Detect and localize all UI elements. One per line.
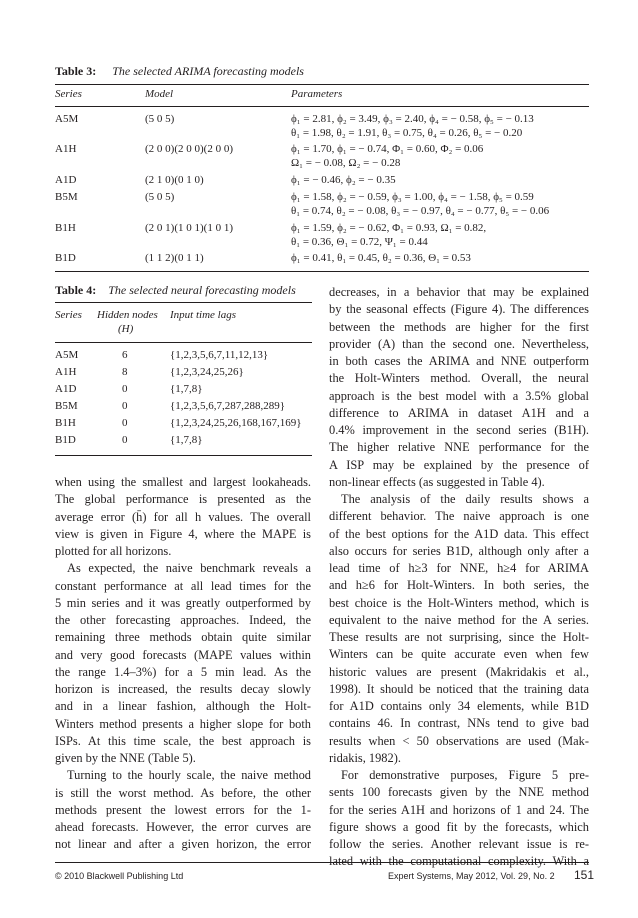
table4-row-series: A5M [55, 349, 79, 361]
table3-row-params: θ₁ = 0.74, θ₂ = − 0.08, θ₃ = − 0.97, θ₄ = − 0.77, θ₅ = − 0.06 [291, 205, 550, 217]
body-line: the other forecasting approaches. Indeed, the [55, 613, 311, 627]
table4-caption [55, 283, 296, 298]
body-line: constant performance at all lead times for the [55, 578, 311, 593]
table4-top-rule [55, 302, 312, 303]
table3-row-model: (2 1 0)(0 1 0) [145, 174, 204, 186]
table4-row-lags: {1,7,8} [170, 434, 203, 446]
table3-row-params: ϕ₁ = 1.59, ϕ₂ = − 0.62, Φ₁ = 0.93, Ω₁ = 0.82, [291, 222, 487, 234]
table4-row-lags: {1,2,3,5,6,7,11,12,13} [170, 349, 269, 361]
table3-row-params: θ₁ = 0.36, Θ₁ = 0.72, Ψ₁ = 0.44 [291, 236, 428, 248]
table3-row-model: (5 0 5) [145, 113, 175, 125]
table3-row-series: A1D [55, 174, 77, 186]
body-line: in both cases the ARIMA and NNE outperform [329, 354, 589, 368]
table4-row-hidden: 0 [122, 434, 128, 446]
body-line: is still the worst method. As before, the other [55, 785, 311, 800]
table3-row-series: B5M [55, 191, 78, 203]
body-line: decreases, in a behavior that may be explained [329, 285, 589, 299]
body-line: for the series A1H and horizons of 1 and 24. The [329, 802, 589, 817]
table3-row-params: ϕ₁ = 1.58, ϕ₂ = − 0.59, ϕ₃ = 1.00, ϕ₄ = − 1.58, ϕ₅ = 0.59 [291, 191, 534, 203]
table4-header-hidden: Hidden nodes [97, 309, 158, 321]
table4-header-lags: Input time lags [170, 309, 236, 321]
footer-copyright: © 2010 Blackwell Publishing Ltd [55, 871, 184, 881]
table4-header-hidden-symbol: (H) [118, 323, 134, 335]
body-line: Winters method presents a higher slope for both [55, 716, 311, 731]
body-line: horizon is increased, the results decay slowly [55, 682, 311, 696]
table4-row-lags: {1,7,8} [170, 383, 203, 395]
body-line: the range 1.4–3%) for a 5 min lead. As the [55, 664, 311, 679]
right-text-column [329, 284, 589, 871]
body-line: remaining three methods obtain quite similar [55, 630, 311, 645]
body-line: equivalent to the naive method for the A series. [329, 612, 589, 627]
body-line: also occurs for series B1D, although only after a [329, 543, 589, 558]
table3-row-params: Ω₁ = − 0.08, Ω₂ = − 0.28 [291, 157, 401, 169]
table4-row-series: B1H [55, 417, 76, 429]
table4-row-hidden: 0 [122, 400, 128, 412]
table3-row-model: (2 0 1)(1 0 1)(1 0 1) [145, 222, 233, 234]
table3-caption [55, 64, 304, 79]
table3-row-model: (2 0 0)(2 0 0)(2 0 0) [145, 143, 233, 155]
body-line: and h≥6 for Holt-Winters. In both series, the [329, 578, 589, 593]
body-line: lead time of h≥3 for NNE, h≥4 for ARIMA [329, 561, 589, 575]
body-line: difference to ARIMA in dataset A1H and a [329, 405, 589, 420]
body-line: sents 100 forecasts given by the NNE method [329, 785, 589, 800]
body-line: The analysis of the daily results shows a [341, 492, 589, 506]
table3-header-series: Series [55, 88, 82, 100]
table4-row-series: B5M [55, 400, 78, 412]
table3-row-params: ϕ₁ = 2.81, ϕ₂ = 3.49, ϕ₃ = 2.40, ϕ₄ = − 0.58, ϕ₅ = − 0.13 [291, 113, 534, 125]
table3-row-params: ϕ₁ = 1.70, ϕ₁ = − 0.74, Φ₁ = 0.60, Φ₂ = 0.06 [291, 143, 484, 155]
table3-row-series: B1D [55, 252, 76, 264]
table4-row-hidden: 8 [122, 366, 128, 378]
table3-row-params: θ₁ = 1.98, θ₂ = 1.91, θ₃ = 0.75, θ₄ = 0.26, θ₅ = − 0.20 [291, 127, 523, 139]
body-line: results when < 50 observations are used (Mak- [329, 733, 589, 748]
table3-header-model: Model [145, 88, 174, 100]
table3-row-params: ϕ₁ = − 0.46, ϕ₂ = − 0.35 [291, 174, 396, 186]
body-line: figure shows a good fit by the forecasts, which [329, 819, 589, 834]
body-line: the Holt-Winters method. Overall, the neural [329, 371, 589, 386]
table4-label: Table 4: [55, 283, 97, 297]
body-line: ridakis, 1982). [329, 750, 401, 765]
body-line: given by the NNE (Table 5). [55, 751, 196, 765]
page-number: 151 [574, 868, 595, 882]
left-text-column [55, 474, 311, 854]
table4-bottom-rule [55, 455, 312, 456]
table4-row-hidden: 6 [122, 349, 128, 361]
body-line: methods present the lowest errors for the 1- [55, 802, 311, 817]
table4-row-series: A1D [55, 383, 77, 395]
table4-header-rule [55, 342, 312, 343]
body-line: 5 min series and it was greatly outperformed by [55, 595, 311, 610]
body-line: by the seasonal effects (Figure 4). The differences [329, 302, 589, 317]
table4-row-hidden: 0 [122, 383, 128, 395]
table3-row-model: (1 1 2)(0 1 1) [145, 252, 204, 264]
body-line: for A1D contains only 34 elements, while B1D [329, 699, 589, 713]
body-line: approach is the best model with a 3.5% global [329, 388, 589, 403]
body-line: Winters can be quite accurate even when few [329, 647, 589, 662]
body-line: The global performance is presented as the [55, 492, 311, 507]
footer-rule [55, 862, 589, 863]
body-line: plotted for all horizons. [55, 544, 172, 558]
body-line: 1998). It should be noticed that the training data [329, 681, 589, 696]
body-line: contains 46. In contrast, NNs tend to give bad [329, 716, 589, 731]
body-line: follow the series. Another relevant issue is re- [329, 837, 589, 851]
table3-row-series: A5M [55, 113, 79, 125]
table3-top-rule [55, 84, 589, 85]
table3-row-series: A1H [55, 143, 77, 155]
body-line: As expected, the naive benchmark reveals a [67, 561, 311, 576]
table3-label: Table 3: [55, 64, 97, 78]
table4-row-series: A1H [55, 366, 77, 378]
body-line: provider (A) than the second one. Nevertheless, [329, 336, 589, 351]
table4-row-lags: {1,2,3,24,25,26,168,167,169} [170, 417, 302, 429]
body-line: A ISP may be explained by the presence of [329, 457, 589, 472]
table4-header-series: Series [55, 309, 82, 321]
body-line: between the methods are higher for the first [329, 319, 589, 334]
body-line: not linear and after a given horizon, the error [55, 837, 311, 852]
table4-row-series: B1D [55, 434, 76, 446]
body-line: non-linear effects (as suggested in Table 4). [329, 474, 545, 489]
body-line: of the best options for the A1D data. This effect [329, 526, 589, 541]
body-line: lated with the computational complexity. With a [329, 854, 589, 869]
body-line: ahead forecasts. However, the error curves are [55, 820, 311, 834]
body-line: For demonstrative purposes, Figure 5 pre- [341, 768, 589, 782]
body-line: ISPs. At this time scale, the best approach is [55, 733, 311, 748]
table3-row-params: ϕ₁ = 0.41, θ₁ = 0.45, θ₂ = 0.36, Θ₁ = 0.53 [291, 252, 471, 264]
body-line: Turning to the hourly scale, the naive method [67, 768, 311, 783]
body-line: and in a linear fashion, although the Holt- [55, 699, 311, 714]
table4-row-hidden: 0 [122, 417, 128, 429]
body-line: historic values are present (Makridakis et al., [329, 664, 589, 679]
body-line: best choice is the Holt-Winters method, which is [329, 595, 589, 610]
table3-row-series: B1H [55, 222, 76, 234]
body-line: view is given in Figure 4, where the MAPE is [55, 526, 311, 541]
body-line: when using the smallest and largest lookaheads. [55, 475, 311, 489]
table3-header-rule [55, 106, 589, 107]
body-line: different behavior. The naive approach is one [329, 509, 589, 524]
body-line: and very good forecasts (MAPE values within [55, 647, 311, 662]
table4-title: The selected neural forecasting models [108, 283, 296, 297]
body-line: average error (h̄) for all h values. The overall [55, 509, 311, 524]
table3-row-model: (5 0 5) [145, 191, 175, 203]
table3-bottom-rule [55, 271, 589, 272]
table3-title: The selected ARIMA forecasting models [112, 64, 304, 78]
body-line: 0.4% improvement in the second series (B1H). [329, 423, 589, 437]
body-line: The higher relative NNE performance for the [329, 440, 589, 455]
body-line: These results are not surprising, since the Holt- [329, 630, 589, 644]
table4-row-lags: {1,2,3,5,6,7,287,288,289} [170, 400, 286, 412]
footer-journal: Expert Systems, May 2012, Vol. 29, No. 2 [388, 871, 555, 881]
table3-header-parameters: Parameters [291, 88, 343, 100]
table4-row-lags: {1,2,3,24,25,26} [170, 366, 244, 378]
